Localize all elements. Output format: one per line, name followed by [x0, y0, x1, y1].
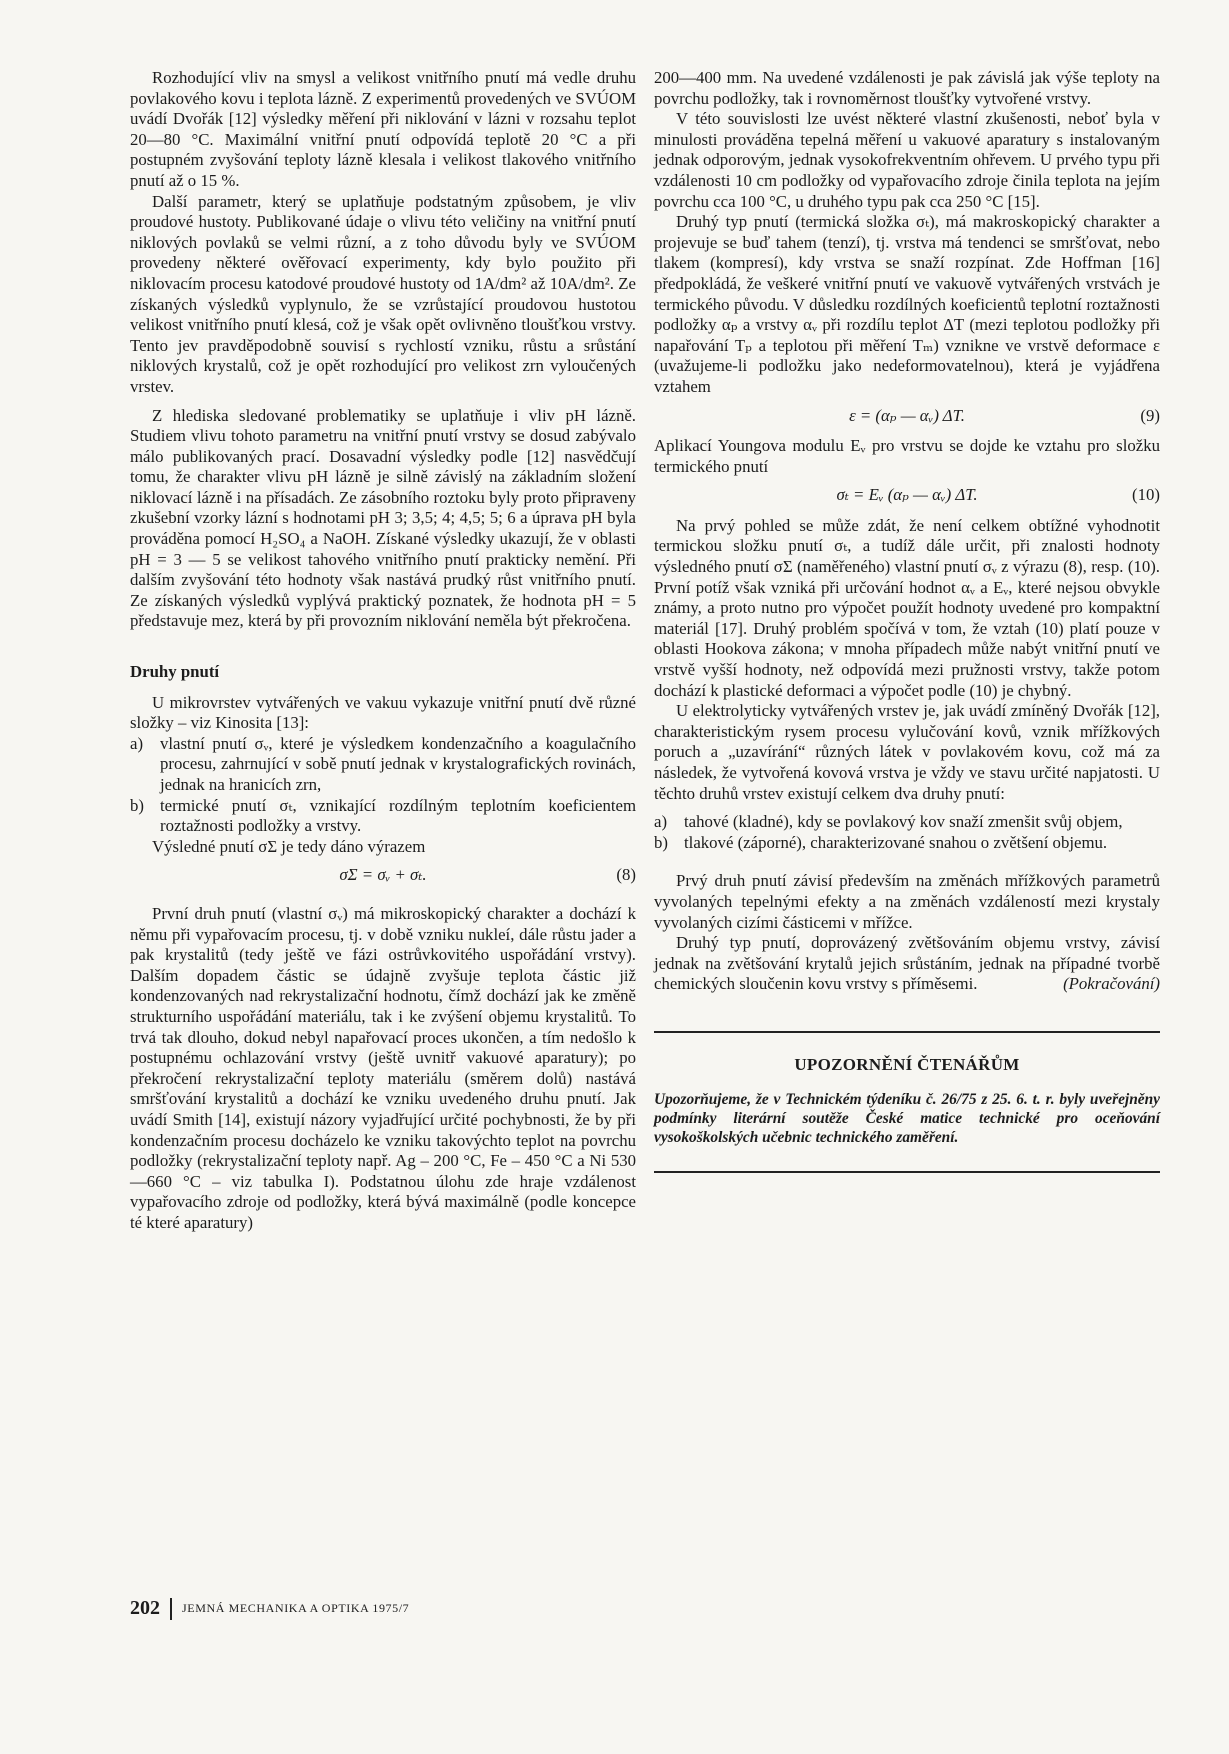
equation-10	[654, 485, 1160, 506]
notice-top-rule	[654, 1031, 1160, 1033]
notice-body: Upozorňujeme, že v Technickém týdeníku č. 26/75 z 25. 6. t. r. byly uveřejněny podmínky literární soutěže České matice technické pro oceňování vysokoškolských učebnic technického zaměření.	[654, 1090, 1160, 1146]
paragraph: U mikrovrstev vytvářených ve vakuu vykazuje vnitřní pnutí dvě různé složky – viz Kinosita [13]:	[130, 692, 636, 733]
continued-note: (Pokračování)	[1063, 974, 1160, 994]
paragraph: Druhý typ pnutí, doprovázený zvětšováním objemu vrstvy, závisí jednak na zvětšování krytalů jejich srůstáním, jednak na případné tvorbě chemických sloučenin kovu vrstvy s příměsemi. (Pokračování)	[654, 933, 1160, 994]
list-item: a) vlastní pnutí σᵥ, které je výsledkem kondenzačního a koagulačního procesu, zahrnující v sobě pnutí jednak v krystalografických rovinách, jednak na hranicích zrn,	[130, 733, 636, 794]
list-item: b) tlakové (záporné), charakterizované snahou o zvětšení objemu.	[654, 832, 1108, 852]
page-footer	[130, 1597, 409, 1620]
equation-8	[130, 865, 636, 886]
page-number: 202	[130, 1597, 160, 1619]
paragraph: Aplikací Youngova modulu Eᵥ pro vrstvu se dojde ke vztahu pro složku termického pnutí	[654, 436, 1160, 476]
right-column	[654, 68, 1160, 1173]
equation-number: (9)	[1140, 405, 1160, 425]
equation-body: σΣ = σᵥ + σₜ.	[339, 865, 427, 885]
notice-title: UPOZORNĚNÍ ČTENÁŘŮM	[794, 1054, 1020, 1074]
section-heading: Druhy pnutí	[130, 662, 220, 682]
paragraph: Rozhodující vliv na smysl a velikost vnitřního pnutí má vedle druhu povlakového kovu i teplota lázně. Z experimentů provedených ve SVÚOM uvádí Dvořák [12] výsledky měření při niklování v lázni v rozsahu teplot 20—80 °C. Maximální vnitřní pnutí odpovídá teplotě 20 °C a při postupném zvyšování teploty lázně klesala i velikost tlakového vnitřního pnutí až o 15 %.	[130, 68, 636, 190]
journal-title: JEMNÁ MECHANIKA A OPTIKA 1975/7	[182, 1601, 410, 1615]
paragraph: Další parametr, který se uplatňuje podstatným způsobem, je vliv proudové hustoty. Publikované údaje o vlivu této veličiny na vnitřní pnutí niklových povlaků se velmi různí, a z toho důvodu byly ve SVÚOM provedeny některé ověřovací experimenty, kdy bylo použito při niklovacím procesu katodové proudové hustoty od 1A/dm² až 10A/dm². Ze získaných výsledků vyplynulo, že se vzrůstající proudovou hustotou velikost vnitřního pnutí klesá, což je však opět ovlivněno tloušťkou vrstvy. Tento jev pravděpodobně souvisí s rychlostí vzniku, růstu a srůstání niklových krystalů, což je opět rozhodující pro velikost zrn vyloučených vrstev.	[130, 191, 636, 396]
notice-bottom-rule	[654, 1171, 1160, 1173]
left-column	[130, 68, 636, 1233]
stress-types-list	[130, 734, 636, 837]
paragraph: Prvý druh pnutí závisí především na změnách mřížkových parametrů vyvolaných tepelnými efekty a na změnách vzdáleností mezi krystaly vyvolaných cizími částicemi v mřížce.	[654, 871, 1160, 932]
paragraph: Z hlediska sledované problematiky se uplatňuje i vliv pH lázně. Studiem vlivu tohoto parametru na vnitřní pnutí vrstvy se dosud zabývalo málo publikovaných prací. Dosavadní výsledky podle [12] nasvědčují tomu, že charakter vlivu pH lázně je silně závislý na základním složení niklovací lázně i na přísadách. Ze zásobního roztoku byly proto připraveny zkušební vzorky lázní s hodnotami pH 3; 3,5; 4; 4,5; 5; 6 a úprava pH byla prováděna pomocí H₂SO₄ a NaOH. Získané výsledky ukazují, že v oblasti pH = 3 — 5 se velikost tahového vnitřního pnutí prakticky nemění. Při dalším zvyšování této hodnoty však nastává prudký růst vnitřního pnutí. Ze získaných výsledků vyplývá praktický poznatek, že hodnota pH = 5 představuje mez, která by při provozním niklování neměla být překročena.	[130, 405, 636, 631]
paragraph: U elektrolyticky vytvářených vrstev je, jak uvádí zmíněný Dvořák [12], charakteristickým rysem procesu vylučování kovů, vznik mřížkových poruch a „uzavírání“ různých látek v povlakovém kovu, což má za následek, že vytvořená kovová vrstva je vždy ve stavu určité napjatosti. U těchto druhů vrstev existují celkem dva druhy pnutí:	[654, 701, 1160, 803]
paragraph: Výsledné pnutí σΣ je tedy dáno výrazem	[152, 836, 426, 856]
equation-number: (8)	[616, 865, 636, 885]
equation-9	[654, 406, 1160, 427]
list-item: b) termické pnutí σₜ, vznikající rozdílným teplotním koeficientem roztažnosti podložky a vrstvy.	[130, 795, 636, 836]
electrolytic-stress-list	[654, 812, 1160, 853]
equation-number: (10)	[1132, 485, 1160, 505]
paragraph: První druh pnutí (vlastní σᵥ) má mikroskopický charakter a dochází k němu při vypařovacím procesu, tj. v době vzniku nukleí, dále růstu jader a pak krystalitů (tedy ještě ve fázi ostrůvkovitého uspořádání vrstvy). Dalším dopadem částic se údajně zvyšuje teplota částic již kondenzovaných nad rekrystalizační hodnotu, čímž dochází jak ke změně strukturního uspořádání materiálu, tak i ke zvýšení objemu krystalitů. To trvá tak dlouho, dokud nebyl napařovací proces ukončen, a tím nedošlo k postupnému ochlazování vrstvy (ještě uvnitř vakuové aparatury); po překročení rekrystalizační teploty materiálu (směrem dolů) nastává smršťování krystalitů a dochází ke vzniku uvedeného druhu pnutí. Jak uvádí Smith [14], existují názory vyjadřující určité pochybnosti, že by při kondenzačním procesu docházelo ke vzniku takovýchto teplot na povrchu podložky (rekrystalizační teploty např. Ag – 200 °C, Fe – 450 °C a Ni 530—660 °C – viz tabulka I). Podstatnou úlohu zde hraje vzdálenost vypařovacího zdroje od podložky, která bývá maximálně (podle koncepce té které aparatury)	[130, 903, 636, 1232]
list-item: a) tahové (kladné), kdy se povlakový kov snaží zmenšit svůj objem,	[654, 812, 1123, 832]
equation-body: ε = (αₚ — αᵥ) ΔT.	[849, 405, 965, 425]
paragraph: V této souvislosti lze uvést některé vlastní zkušenosti, neboť byla v minulosti prováděna tepelná měření u vakuové aparatury s instalovaným jednak odporovým, jednak vysokofrekventním ohřevem. U prvého typu při vzdálenosti 10 cm podložky od vypařovacího zdroje činila teplota na jejím povrchu cca 100 °C, u druhého typu pak cca 250 °C [15].	[654, 109, 1160, 211]
footer-separator	[170, 1598, 172, 1620]
paragraph: 200—400 mm. Na uvedené vzdálenosti je pak závislá jak výše teploty na povrchu podložky, tak i rovnoměrnost tloušťky vytvořené vrstvy.	[654, 68, 1160, 108]
equation-body: σₜ = Eᵥ (αₚ — αᵥ) ΔT.	[836, 485, 978, 505]
paragraph: Na prvý pohled se může zdát, že není celkem obtížné vyhodnotit termickou složku pnutí σₜ, a tudíž dále určit, při znalosti hodnoty výsledného pnutí σΣ (naměřeného) vlastní pnutí σᵥ z výrazu (8), resp. (10). První potíž však vzniká při určování hodnot αᵥ a Eᵥ, které nejsou obvykle známy, a proto nutno pro výpočet použít hodnoty uvedené pro kompaktní materiál [17]. Druhý problém spočívá v tom, že vztah (10) platí pouze v oblasti Hookova zákona; v mnoha případech může nabýt vnitřní pnutí ve vrstvě vyšší hodnoty, než odpovídá mezi pružnosti vrstvy, takže potom dochází k plastické deformaci a výpočet podle (10) je chybný.	[654, 515, 1160, 700]
paragraph: Druhý typ pnutí (termická složka σₜ), má makroskopický charakter a projevuje se buď tahem (tenzí), tj. vrstva má tendenci se smršťovat, nebo tlakem (kompresí), kdy vrstva se snaží rozpínat. Zde Hoffman [16] předpokládá, že veškeré vnitřní pnutí ve vakuově vytvářených vrstvách je termického původu. V důsledku rozdílných koeficientů teplotní roztažnosti podložky αₚ a vrstvy αᵥ při rozdílu teplot ΔT (mezi teplotou podložky při napařování Tₚ a teplotou při měření Tₘ) vzniknе ve vrstvě deformace ε (uvažujeme-li podložku jako nedeformovatelnou), která je vyjádřena vztahem	[654, 212, 1160, 396]
